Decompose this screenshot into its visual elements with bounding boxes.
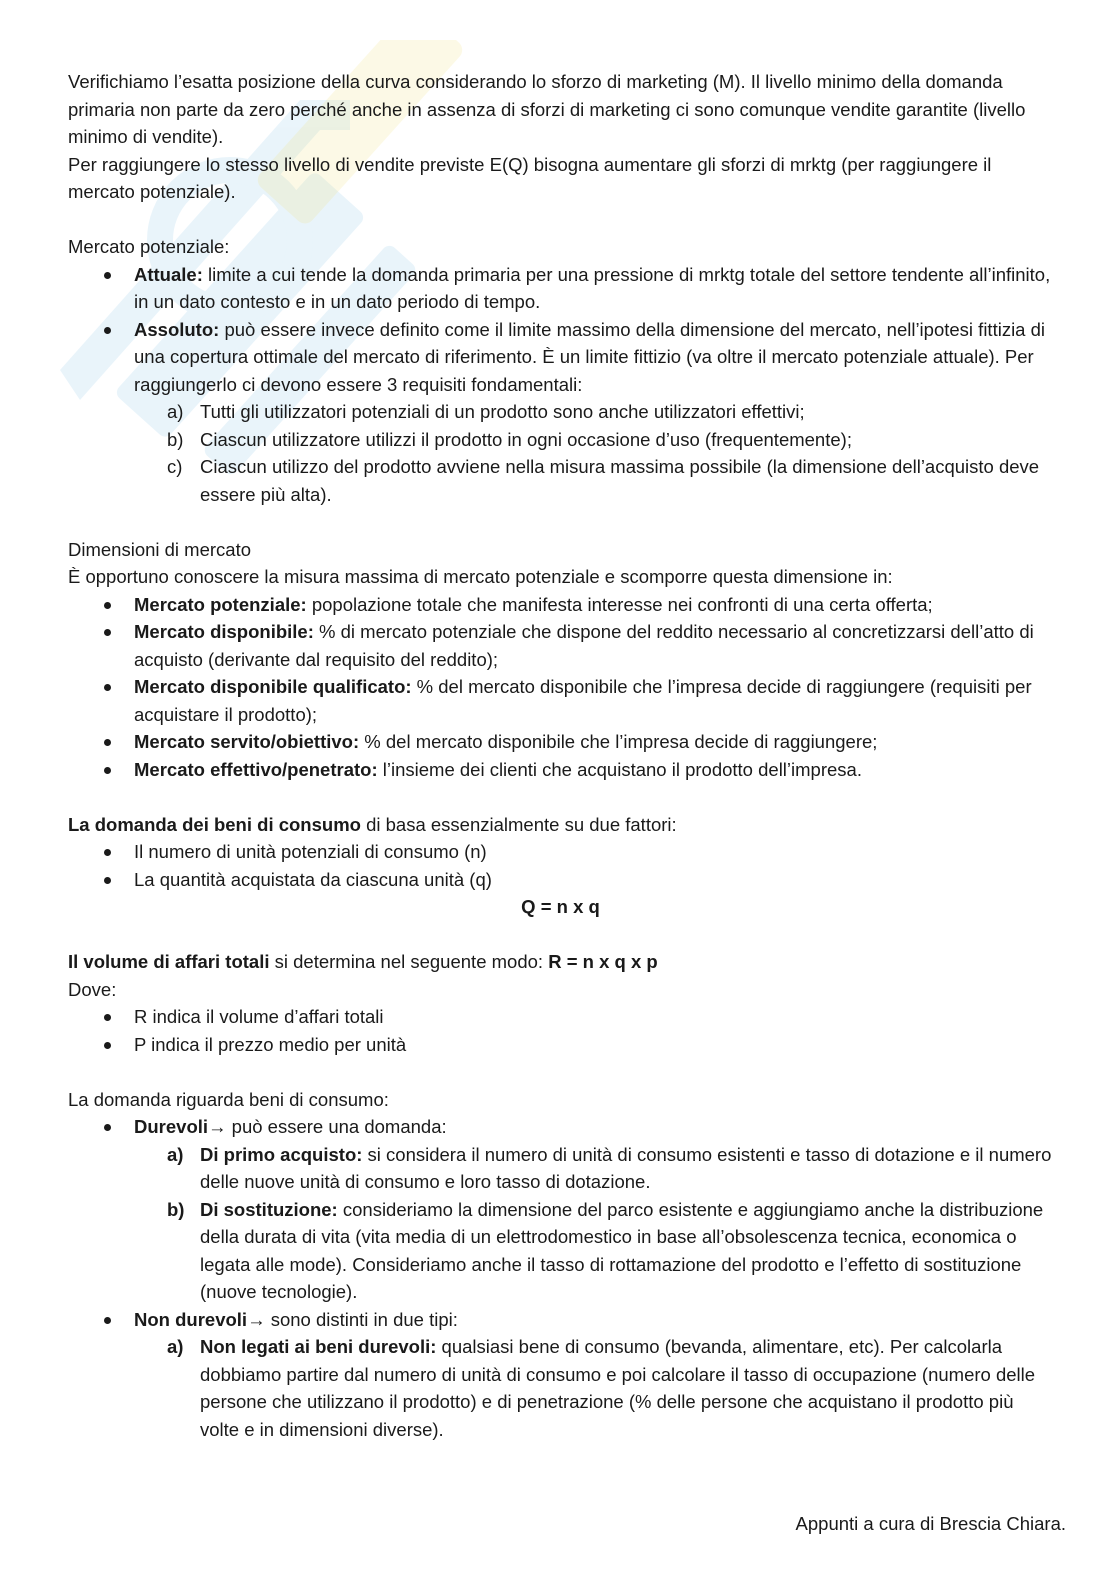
list-item: Mercato effettivo/penetrato: l’insieme dei clienti che acquistano il prodotto dell’impresa.: [68, 756, 1053, 784]
requisito-item: b) Ciascun utilizzatore utilizzi il prodotto in ogni occasione d’uso (frequentemente);: [167, 428, 852, 450]
domanda-beni-list: [68, 838, 1053, 893]
requisito-item: c) Ciascun utilizzo del prodotto avviene nella misura massima possibile (la dimensione dell’acquisto deve essere più alta).: [167, 456, 1040, 505]
volume-affari-paragraph: Il volume di affari totali si determina nel seguente modo: R = n x q x p: [68, 951, 658, 972]
list-item: P indica il prezzo medio per unità: [68, 1031, 1053, 1059]
intro-paragraph-1: Verifichiamo l’esatta posizione della curva considerando lo sforzo di marketing (M). Il livello minimo della domanda primaria non parte da zero perché anche in assenza di sforzi di marketing ci sono comunque vendite garantite (livello minimo di vendite).: [68, 71, 1026, 147]
list-item-durevoli: Durevoli→ può essere una domanda: a) Di primo acquisto: si considera il numero di unità di consumo esistenti e tasso di dotazione e il numero delle nuove unità di consumo e loro tasso di dotazione. b) Di sostituzione: consideriamo la dimensione del parco esistente e aggiungiamo anche la distribuzione della durata di vita (vita media di un elettrodomestico in base all’obsolescenza tecnica, economica o legata alle mode). Consideriamo anche il tasso di rottamazione del prodotto e l’effetto di sostituzione (nuove tecnologie).: [68, 1113, 1053, 1306]
list-item-non-durevoli: Non durevoli→ sono distinti in due tipi: a) Non legati ai beni durevoli: qualsiasi bene di consumo (bevanda, alimentare, etc). Per calcolarla dobbiamo partire dal numero di unità di consumo e poi calcolare il tasso di occupazione (numero delle persone che utilizzano il prodotto) e di penetrazione (% delle persone che acquistano il prodotto più volte e in dimensioni diverse).: [68, 1306, 1053, 1444]
sublist-item: a) Di primo acquisto: si considera il numero di unità di consumo esistenti e tasso di dotazione e il numero delle nuove unità di consumo e loro tasso di dotazione.: [167, 1143, 1052, 1192]
term-assoluto: Assoluto:: [134, 318, 220, 340]
formula-q: Q = n x q: [521, 896, 600, 917]
requisiti-list: [134, 398, 1053, 508]
section-heading-riguarda: La domanda riguarda beni di consumo:: [68, 1088, 389, 1110]
beni-consumo-list: [68, 1113, 1053, 1443]
section-heading-mercato-potenziale: Mercato potenziale:: [68, 236, 230, 257]
dove-label: Dove:: [68, 978, 117, 1000]
document-page: [68, 68, 1053, 1443]
sublist-item: b) Di sostituzione: consideriamo la dimensione del parco esistente e aggiungiamo anche la distribuzione della durata di vita (vita media di un elettrodomestico in base all’obsolescenza tecnica, economica o legata alle mode). Consideriamo anche il tasso di rottamazione del prodotto e l’effetto di sostituzione (nuove tecnologie).: [167, 1198, 1044, 1302]
domanda-beni-paragraph: La domanda dei beni di consumo di basa essenzialmente su due fattori:: [68, 813, 677, 835]
mercato-potenziale-list: [68, 261, 1053, 509]
section-heading-dimensioni: Dimensioni di mercato: [68, 538, 252, 560]
list-item: Mercato potenziale: popolazione totale che manifesta interesse nei confronti di una certa offerta;: [68, 591, 1053, 619]
list-item: Il numero di unità potenziali di consumo (n): [68, 838, 1053, 866]
requisito-item: a) Tutti gli utilizzatori potenziali di un prodotto sono anche utilizzatori effettivi;: [167, 401, 805, 422]
intro-paragraph-2: Per raggiungere lo stesso livello di vendite previste E(Q) bisogna aumentare gli sforzi di mrktg (per raggiungere il mercato potenziale).: [68, 153, 992, 202]
dimensioni-intro: È opportuno conoscere la misura massima di mercato potenziale e scomporre questa dimensione in:: [68, 566, 893, 587]
list-item: R indica il volume d’affari totali: [68, 1003, 1053, 1031]
list-item: Mercato servito/obiettivo: % del mercato disponibile che l’impresa decide di raggiungere;: [68, 728, 1053, 756]
list-item-attuale: Attuale: limite a cui tende la domanda primaria per una pressione di mrktg totale del settore tendente all’infinito, in un dato contesto e in un dato periodo di tempo.: [68, 261, 1053, 316]
sublist-item: a) Non legati ai beni durevoli: qualsiasi bene di consumo (bevanda, alimentare, etc). Per calcolarla dobbiamo partire dal numero di unità di consumo e poi calcolare il tasso di occupazione (numero delle persone che utilizzano il prodotto) e di penetrazione (% delle persone che acquistano il prodotto più volte e in dimensioni diverse).: [167, 1336, 1036, 1440]
list-item-assoluto: Assoluto: può essere invece definito come il limite massimo della dimensione del mercato, nell’ipotesi fittizia di una copertura ottimale del mercato di riferimento. È un limite fittizio (va oltre il mercato potenziale attuale). Per raggiungerlo ci devono essere 3 requisiti fondamentali: a) Tutti gli utilizzatori potenziali di un prodotto sono anche utilizzatori effettivi; b) Ciascun utilizzatore utilizzi il prodotto in ogni occasione d’uso (frequentemente); c) Ciascun utilizzo del prodotto avviene nella misura massima possibile (la dimensione dell’acquisto deve essere più alta).: [68, 316, 1053, 509]
formula-r: R = n x q x p: [548, 951, 658, 972]
list-item: La quantità acquistata da ciascuna unità (q): [68, 866, 1053, 894]
durevoli-sublist: [134, 1141, 1053, 1306]
footer-credit: Appunti a cura di Brescia Chiara.: [795, 1513, 1066, 1534]
term-attuale: Attuale:: [134, 263, 203, 285]
list-item: Mercato disponibile qualificato: % del mercato disponibile che l’impresa decide di raggiungere (requisiti per acquistare il prodotto);: [68, 673, 1053, 728]
volume-affari-list: [68, 1003, 1053, 1058]
list-item: Mercato disponibile: % di mercato potenziale che dispone del reddito necessario al concretizzarsi dell’atto di acquisto (derivante dal requisito del reddito);: [68, 618, 1053, 673]
dimensioni-list: [68, 591, 1053, 784]
non-durevoli-sublist: [134, 1333, 1053, 1443]
